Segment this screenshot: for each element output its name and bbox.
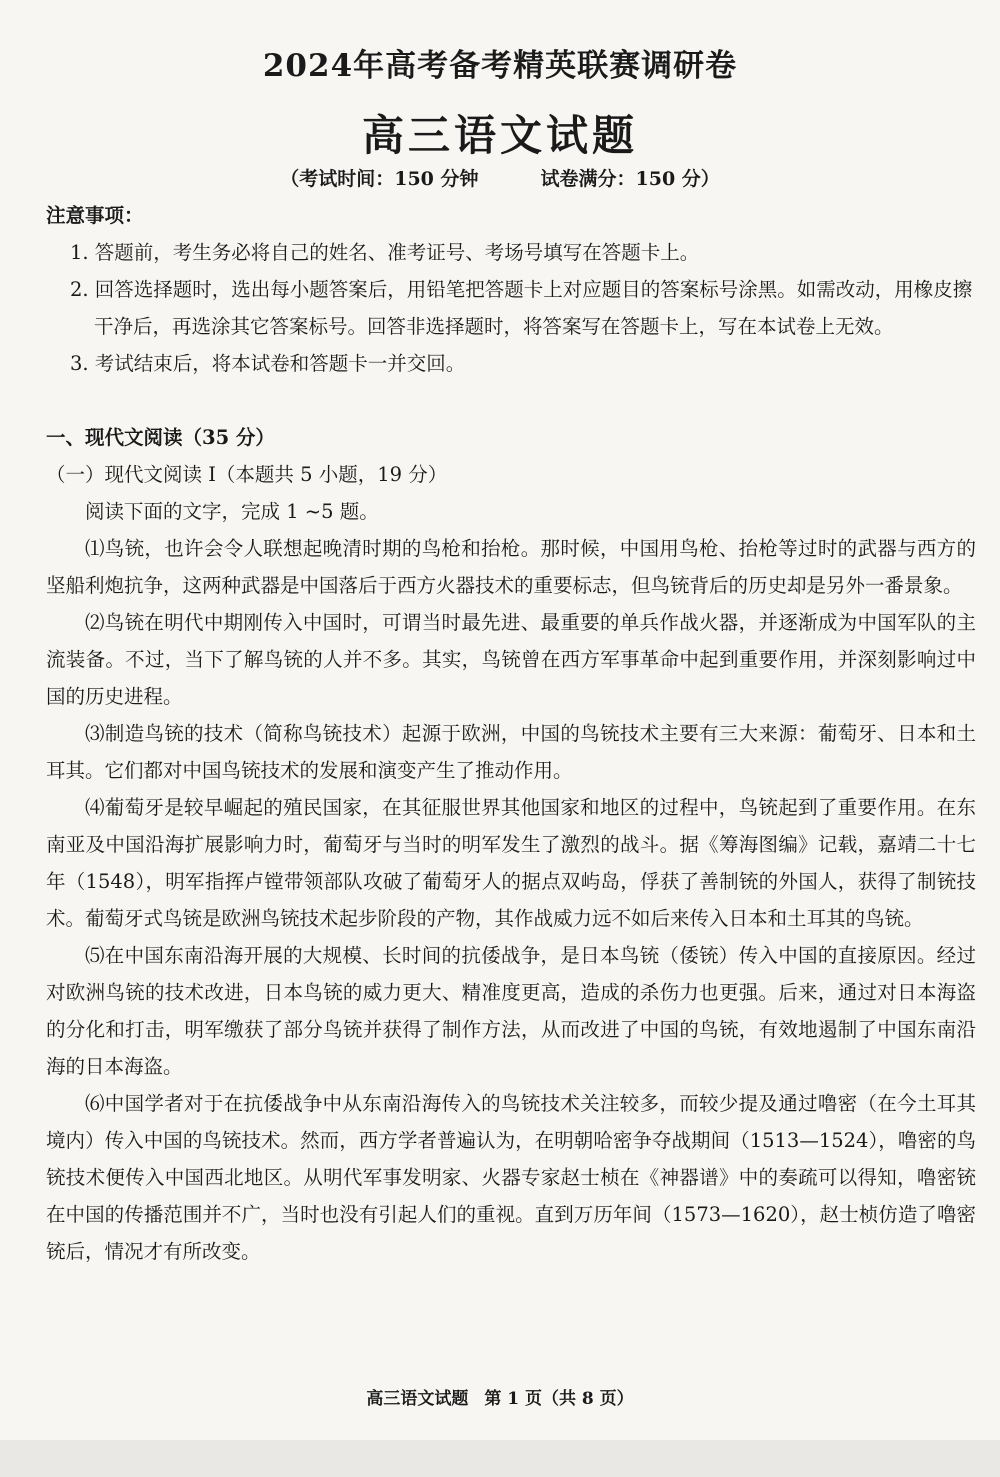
- article-paragraph: ⑵鸟铳在明代中期刚传入中国时，可谓当时最先进、最重要的单兵作战火器，并逐渐成为中国军队的主流装备。不过，当下了解鸟铳的人并不多。其实，鸟铳曾在西方军事革命中起到重要作用，并深刻影响过中国的历史进程。: [46, 611, 976, 708]
- page-title: 高三语文试题: [361, 111, 638, 160]
- section-title: 一、现代文阅读（35 分）: [46, 426, 275, 449]
- exam-series-title: 2024年高考备考精英联赛调研卷: [262, 48, 738, 84]
- page-bottom-edge: [0, 1440, 1000, 1477]
- page-number: 第 1 页（共 8 页）: [484, 1389, 634, 1409]
- page-footer: [0, 1384, 1000, 1409]
- article-paragraph: ⑷葡萄牙是较早崛起的殖民国家，在其征服世界其他国家和地区的过程中，鸟铳起到了重要作用。在东南亚及中国沿海扩展影响力时，葡萄牙与当时的明军发生了激烈的战斗。据《筹海图编》记载，嘉靖二十七年（1548），明军指挥卢镗带领部队攻破了葡萄牙人的据点双屿岛，俘获了善制铳的外国人，获得了制铳技术。葡萄牙式鸟铳是欧洲鸟铳技术起步阶段的产物，其作战威力远不如后来传入日本和土耳其的鸟铳。: [46, 796, 976, 930]
- full-score: 试卷满分：150 分）: [540, 168, 720, 190]
- notice-item: 1. 答题前，考生务必将自己的姓名、准考证号、考场号填写在答题卡上。: [70, 241, 700, 264]
- notice-item: 2. 回答选择题时，选出每小题答案后，用铅笔把答题卡上对应题目的答案标号涂黑。如需改动，用橡皮擦干净后，再选涂其它答案标号。回答非选择题时，将答案写在答题卡上，写在本试卷上无效。: [70, 278, 973, 338]
- notice-item: 3. 考试结束后，将本试卷和答题卡一并交回。: [70, 352, 466, 375]
- article-paragraph: ⑹中国学者对于在抗倭战争中从东南沿海传入的鸟铳技术关注较多，而较少提及通过噜密（在今土耳其境内）传入中国的鸟铳技术。然而，西方学者普遍认为，在明朝哈密争夺战期间（1513—1524），噜密的鸟铳技术便传入中国西北地区。从明代军事发明家、火器专家赵士桢在《神器谱》中的奏疏可以得知，噜密铳在中国的传播范围并不广，当时也没有引起人们的重视。直到万历年间（1573—1620），赵士桢仿造了噜密铳后，情况才有所改变。: [46, 1092, 976, 1263]
- exam-time: （考试时间：150 分钟: [280, 168, 479, 190]
- notice-section: [46, 197, 976, 382]
- article-paragraph: ⑴鸟铳，也许会令人联想起晚清时期的鸟枪和抬枪。那时候，中国用鸟枪、抬枪等过时的武器与西方的坚船利炮抗争，这两种武器是中国落后于西方火器技术的重要标志，但鸟铳背后的历史却是另外一番景象。: [46, 537, 976, 597]
- subsection-title: （一）现代文阅读 I（本题共 5 小题，19 分）: [46, 463, 448, 486]
- reading-section: [46, 419, 976, 1270]
- article-paragraph: ⑸在中国东南沿海开展的大规模、长时间的抗倭战争，是日本鸟铳（倭铳）传入中国的直接原因。经过对欧洲鸟铳的技术改进，日本鸟铳的威力更大、精准度更高，造成的杀伤力也更强。后来，通过对日本海盗的分化和打击，明军缴获了部分鸟铳并获得了制作方法，从而改进了中国的鸟铳，有效地遏制了中国东南沿海的日本海盗。: [46, 944, 976, 1078]
- article-paragraph: ⑶制造鸟铳的技术（简称鸟铳技术）起源于欧洲，中国的鸟铳技术主要有三大来源：葡萄牙、日本和土耳其。它们都对中国鸟铳技术的发展和演变产生了推动作用。: [46, 722, 976, 782]
- notice-heading: 注意事项：: [46, 204, 144, 227]
- exam-info: [0, 164, 1000, 191]
- footer-subject: 高三语文试题: [366, 1389, 469, 1409]
- reading-instruction: 阅读下面的文字，完成 1 ~5 题。: [85, 500, 379, 523]
